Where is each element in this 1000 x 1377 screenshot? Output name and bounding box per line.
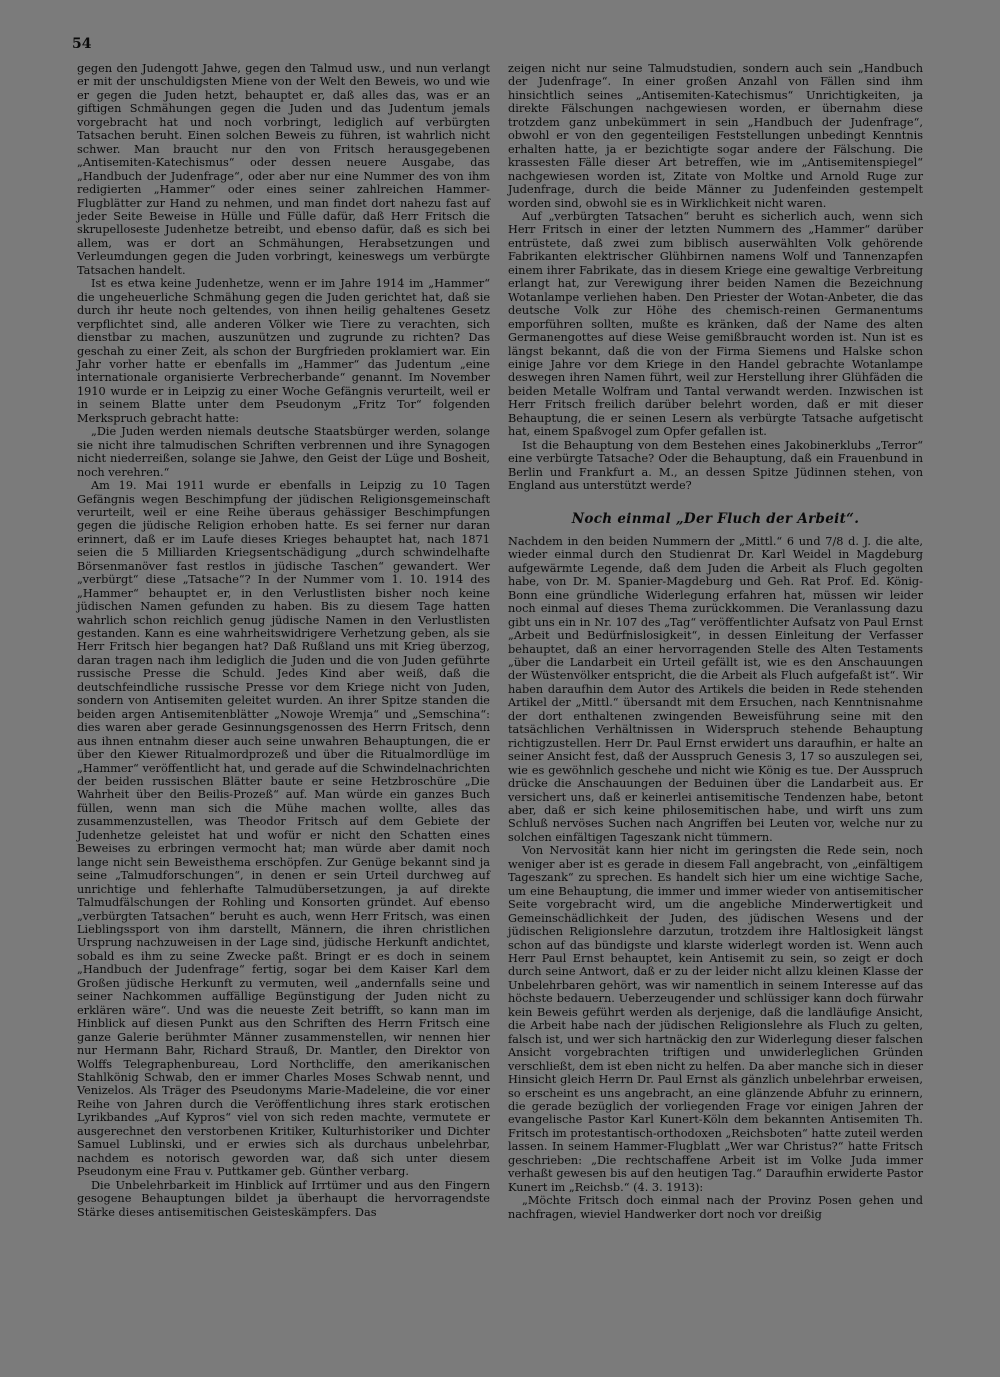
paragraph: Ist die Behauptung von dem Bestehen eines Jakobinerklubs „Terror“ eine verbürgte Tatsache? Oder die Behauptung, daß ein Frauenbund in Berlin und Frankfurt a. M., an dessen Spitze Jüdinnen stehen, von England aus unterstützt werde? xyxy=(508,438,923,493)
paragraph: Ist es etwa keine Judenhetze, wenn er im Jahre 1914 im „Hammer“ die ungeheuerliche Schmähung gegen die Juden gerichtet hat, daß sie durch ihr heute noch geltendes, von ihnen heilig gehaltenes Gesetz verpflichtet sind, alle anderen Völker wie Tiere zu verachten, sich dienstbar zu machen, auszunützen und zugrunde zu richten? Das geschah zu einer Zeit, als schon der Burgfrieden proklamiert war. Ein Jahr vorher hatte er ebenfalls im „Hammer“ das Judentum „eine internationale organisierte Verbrecherbande“ genannt. Im November 1910 wurde er in Leipzig zu einer Woche Gefängnis verurteilt, weil er in seinem Blatte unter dem Pseudonym „Fritz Tor“ folgenden Merkspruch gebracht hatte: xyxy=(77,277,490,425)
paragraph: Die Unbelehrbarkeit im Hinblick auf Irrtümer und aus den Fingern gesogene Behauptungen bildet ja überhaupt die hervorragendste Stärke dieses antisemitischen Geisteskämpfers. Das xyxy=(77,1178,490,1219)
right-column xyxy=(508,62,923,1221)
left-column xyxy=(77,62,490,1219)
paragraph: Von Nervosität kann hier nicht im geringsten die Rede sein, noch weniger aber ist es gerade in diesem Fall angebracht, von „einfältigem Tageszank“ zu sprechen. Es handelt sich hier um eine wichtige Sache, um eine Behauptung, die immer und immer wieder von antisemitischer Seite vorgebracht wird, um die angebliche Minderwertigkeit und Gemeinschädlichkeit der Juden, des jüdischen Wesens und der jüdischen Religionslehre darzutun, trotzdem ihre Haltlosigkeit längst schon auf das bündigste und klarste widerlegt worden ist. Wenn auch Herr Paul Ernst behauptet, kein Antisemit zu sein, so zeigt er doch durch seine Antwort, daß er zu der leider nicht allzu kleinen Klasse der Unbelehrbaren gehört, was wir namentlich in seinem Interesse auf das höchste bedauern. Ueberzeugender und schlüssiger kann doch fürwahr kein Beweis geführt werden als derjenige, daß die landläufige Ansicht, die Arbeit habe nach der jüdischen Religionslehre als Fluch zu gelten, falsch ist, und wer sich hartnäckig den zur Widerlegung dieser falschen Ansicht vorgebrachten triftigen und unwiderleglichen Gründen verschließt, dem ist eben nicht zu helfen. Da aber manche sich in dieser Hinsicht gleich Herrn Dr. Paul Ernst als gänzlich unbelehrbar erweisen, so erscheint es uns angebracht, an eine glänzende Abfuhr zu erinnern, die gerade bezüglich der vorliegenden Frage vor einigen Jahren der evangelische Pastor Karl Kunert-Köln dem bekannten Antisemiten Th. Fritsch im protestantisch-orthodoxen „Reichsboten“ hatte zuteil werden lassen. In seinem Hammer-Flugblatt „Wer war Christus?“ hatte Fritsch geschrieben: „Die rechtschaffene Arbeit ist im Volke Juda immer verhaßt gewesen bis auf den heutigen Tag.“ Daraufhin erwiderte Pastor Kunert im „Reichsb.“ (4. 3. 1913): xyxy=(508,844,923,1194)
paragraph: zeigen nicht nur seine Talmudstudien, sondern auch sein „Handbuch der Judenfrage“. In einer großen Anzahl von Fällen sind ihm hinsichtlich seines „Antisemiten-Katechismus“ Unrichtigkeiten, ja direkte Fälschungen nachgewiesen worden, er übernahm diese trotzdem ganz unbekümmert in sein „Handbuch der Judenfrage“, obwohl er von den gegenteiligen Feststellungen unbedingt Kenntnis erhalten hatte, ja er bezichtigte sogar andere der Fälschung. Die krassesten Fälle dieser Art betreffen, wie im „Antisemitenspiegel“ nachgewiesen worden ist, Zitate von Moltke und Arnold Ruge zur Judenfrage, durch die beide Männer zu Judenfeinden gestempelt worden sind, obwohl sie es in Wirklichkeit nicht waren. xyxy=(508,62,923,210)
paragraph: gegen den Judengott Jahwe, gegen den Talmud usw., und nun verlangt er mit der unschuldigsten Miene von der Welt den Beweis, wo und wie er gegen die Juden hetzt, behauptet er, daß alles das, was er an giftigen Schmähungen gegen die Juden und das Judentum jemals vorgebracht hat und noch vorbringt, lediglich auf verbürgten Tatsachen beruht. Einen solchen Beweis zu führen, ist wahrlich nicht schwer. Man braucht nur den von Fritsch herausgegebenen „Antisemiten-Katechismus“ oder dessen neuere Ausgabe, das „Handbuch der Judenfrage“, oder aber nur eine Nummer des von ihm redigierten „Hammer“ oder eines seiner zahlreichen Hammer-Flugblätter zur Hand zu nehmen, und man findet dort nahezu fast auf jeder Seite Beweise in Hülle und Fülle dafür, daß Herr Fritsch die skrupelloseste Judenhetze betreibt, und ebenso dafür, daß es sich bei allem, was er dort an Schmähungen, Herabsetzungen und Verleumdungen gegen die Juden vorbringt, keineswegs um verbürgte Tatsachen handelt. xyxy=(77,62,490,277)
section-heading: Noch einmal „Der Fluch der Arbeit“. xyxy=(571,510,860,527)
quote-paragraph: „Möchte Fritsch doch einmal nach der Provinz Posen gehen und nachfragen, wieviel Handwerker dort noch vor dreißig xyxy=(508,1194,923,1221)
paragraph: Nachdem in den beiden Nummern der „Mittl.“ 6 und 7/8 d. J. die alte, wieder einmal durch den Studienrat Dr. Karl Weidel in Magdeburg aufgewärmte Legende, daß dem Juden die Arbeit als Fluch gegolten habe, von Dr. M. Spanier-Magdeburg und Geh. Rat Prof. Ed. König-Bonn eine gründliche Widerlegung erfahren hat, müssen wir leider noch einmal auf dieses Thema zurückkommen. Die Veranlassung dazu gibt uns ein in Nr. 107 des „Tag“ veröffentlichter Aufsatz von Paul Ernst „Arbeit und Bedürfnislosigkeit“, in dessen Einleitung der Verfasser behauptet, daß an einer hervorragenden Stelle des Alten Testaments „über die Landarbeit ein Urteil gefällt ist, wie es den Anschauungen der Wüstenvölker entspricht, die die Arbeit als Fluch aufgefaßt ist“. Wir haben daraufhin dem Autor des Artikels die beiden in Rede stehenden Artikel der „Mittl.“ übersandt mit dem Ersuchen, nach Kenntnisnahme der dort enthaltenen zwingenden Beweisführung seine mit den tatsächlichen Verhältnissen in Widerspruch stehende Behauptung richtigzustellen. Herr Dr. Paul Ernst erwidert uns daraufhin, er halte an seiner Ansicht fest, daß der Ausspruch Genesis 3, 17 so auszulegen sei, wie es gewöhnlich geschehe und nicht wie König es tue. Der Ausspruch drücke die Anschauungen der Beduinen über die Landarbeit aus. Er versichert uns, daß er keinerlei antisemitische Tendenzen habe, betont aber, daß er sich keine philosemitischen habe, und wirft uns zum Schluß nervöses Suchen nach Angriffen bei Leuten vor, welche nur zu solchen einfältigen Tageszank nicht tümmern. xyxy=(508,534,923,844)
page-number: 54 xyxy=(72,36,92,52)
quote-paragraph: „Die Juden werden niemals deutsche Staatsbürger werden, solange sie nicht ihre talmudischen Schriften verbrennen und ihre Synagogen nicht niederreißen, solange sie Jahwe, den Geist der Lüge und Bosheit, noch verehren.“ xyxy=(77,425,490,479)
paragraph: Am 19. Mai 1911 wurde er ebenfalls in Leipzig zu 10 Tagen Gefängnis wegen Beschimpfung der jüdischen Religionsgemeinschaft verurteilt, weil er eine Reihe überaus gehässiger Beschimpfungen gegen die jüdische Religion erhoben hatte. Es sei ferner nur daran erinnert, daß er im Laufe dieses Krieges behauptet hat, nach 1871 seien die 5 Milliarden Kriegsentschädigung „durch schwindelhafte Börsenmanöver fast restlos in jüdische Taschen“ gewandert. Wer „verbürgt“ diese „Tatsache“? In der Nummer vom 1. 10. 1914 des „Hammer“ behauptet er, in den Verlustlisten bisher noch keine jüdischen Namen gefunden zu haben. Bis zu diesem Tage hatten wahrlich schon reichlich genug jüdische Namen in den Verlustlisten gestanden. Kann es eine wahrheitswidrigere Verhetzung geben, als sie Herr Fritsch hier begangen hat? Daß Rußland uns mit Krieg überzog, daran tragen nach ihm lediglich die Juden und die von Juden geführte russische Presse die Schuld. Jedes Kind aber weiß, daß die deutschfeindliche russische Presse vor dem Kriege nicht von Juden, sondern von Antisemiten geleitet wurden. An ihrer Spitze standen die beiden argen Antisemitenblätter „Nowoje Wremja“ und „Semschina“: dies waren aber gerade Gesinnungsgenossen des Herrn Fritsch, denn aus ihnen entnahm dieser auch seine unwahren Behauptungen, die er über den Kiewer Ritualmordprozeß und über die Ritualmordlüge im „Hammer“ veröffentlicht hat, und gerade auf die Schwindelnachrichten der beiden russischen Blätter baute er seine Hetzbroschüre „Die Wahrheit über den Beilis-Prozeß“ auf. Man würde ein ganzes Buch füllen, wenn man sich die Mühe machen wollte, alles das zusammenzustellen, was Theodor Fritsch auf dem Gebiete der Judenhetze geleistet hat und wofür er nicht den Schatten eines Beweises zu erbringen vermocht hat; man würde aber damit noch lange nicht sein Beweisthema erschöpfen. Zur Genüge bekannt sind ja seine „Talmudforschungen“, in denen er sein Urteil durchweg auf unrichtige und fehlerhafte Talmudübersetzungen, ja auf direkte Talmudfälschungen der Rohling und Konsorten gründet. Auf ebenso „verbürgten Tatsachen“ beruht es auch, wenn Herr Fritsch, was einen Lieblingssport von ihm darstellt, Männern, die ihren christlichen Ursprung nachzuweisen in der Lage sind, jüdische Herkunft andichtet, sobald es ihm zu seine Zwecke paßt. Bringt er es doch in seinem „Handbuch der Judenfrage“ fertig, sogar bei dem Kaiser Karl dem Großen jüdische Herkunft zu vermuten, weil „andernfalls seine und seiner Nachkommen auffällige Begünstigung der Juden nicht zu erklären wäre“. Und was die neueste Zeit betrifft, so kann man im Hinblick auf diesen Punkt aus den Schriften des Herrn Fritsch eine ganze Galerie berühmter Männer zusammenstellen, wir nennen hier nur Hermann Bahr, Richard Strauß, Dr. Mantler, den Direktor von Wolffs Telegraphenbureau, Lord Northcliffe, den amerikanischen Stahlkönig Schwab, den er immer Charles Moses Schwab nennt, und Venizelos. Als Träger des Pseudonyms Marie-Madeleine, die vor einer Reihe von Jahren durch die Veröffentlichung ihres stark erotischen Lyrikbandes „Auf Kypros“ viel von sich reden machte, vermutete er ausgerechnet den verstorbenen Kritiker, Kulturhistoriker und Dichter Samuel Lublinski, und er erwies sich als durchaus unbelehrbar, nachdem es notorisch geworden war, daß sich unter diesem Pseudonym eine Frau v. Puttkamer geb. Günther verbarg. xyxy=(77,479,490,1179)
paragraph: Auf „verbürgten Tatsachen“ beruht es sicherlich auch, wenn sich Herr Fritsch in einer der letzten Nummern des „Hammer“ darüber entrüstete, daß zwei zum biblisch auserwählten Volk gehörende Fabrikanten elektrischer Glühbirnen namens Wolf und Tannenzapfen einem ihrer Fabrikate, das in diesem Kriege eine gewaltige Verbreitung erlangt hat, zur Verewigung ihrer beiden Namen die Bezeichnung Wotanlampe verliehen haben. Den Priester der Wotan-Anbeter, die das deutsche Volk zur Höhe des chemisch-reinen Germanentums emporführen sollten, mußte es kränken, daß der Name des alten Germanengottes auf diese Weise gemißbraucht worden ist. Nun ist es längst bekannt, daß die von der Firma Siemens und Halske schon einige Jahre vor dem Kriege in den Handel gebrachte Wotanlampe deswegen ihren Namen führt, weil zur Herstellung ihrer Glühfäden die beiden Metalle Wolfram und Tantal verwandt werden. Inzwischen ist Herr Fritsch freilich darüber belehrt worden, daß er mit dieser Behauptung, die er seinen Lesern als verbürgte Tatsache aufgetischt hat, einem Spaßvogel zum Opfer gefallen ist. xyxy=(508,209,923,439)
